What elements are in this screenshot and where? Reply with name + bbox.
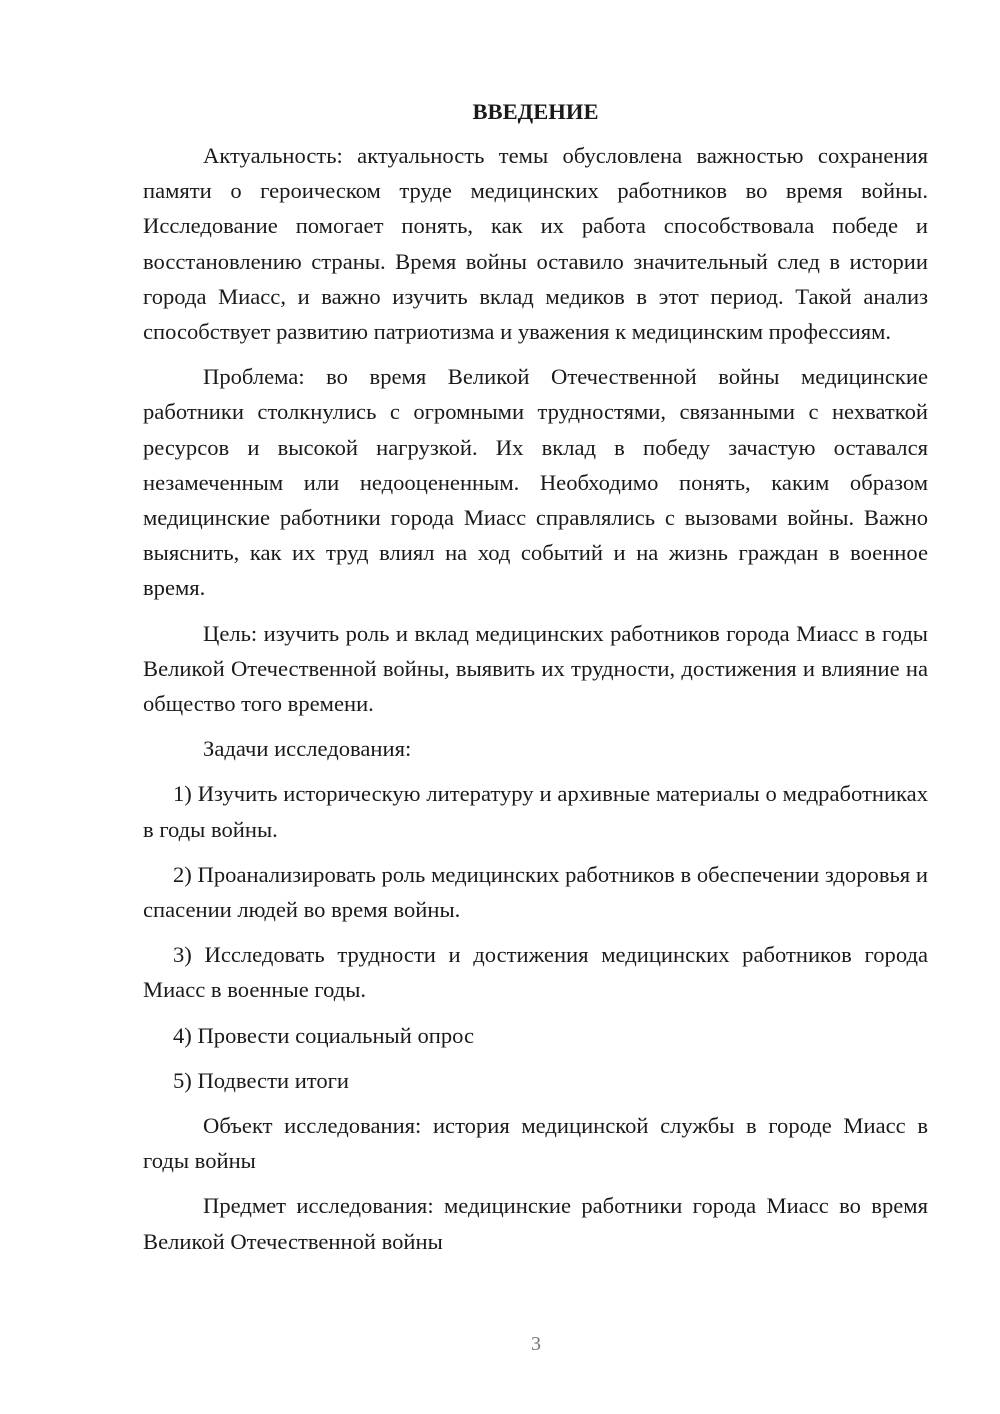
task-item-3: 3) Исследовать трудности и достижения медицинских работников города Миасс в военные годы.	[143, 942, 928, 1003]
section-title: ВВЕДЕНИЕ	[472, 99, 599, 124]
relevance-paragraph: Актуальность: актуальность темы обусловлена важностью сохранения памяти о героическом труде медицинских работников во время войны. Исследование помогает понять, как их работа способствовала победе и восстановлению страны. Время войны оставило значительный след в истории города Миасс, и важно изучить вклад медиков в этот период. Такой анализ способствует развитию патриотизма и уважения к медицинским профессиям.	[143, 143, 928, 345]
research-object-paragraph: Объект исследования: история медицинской службы в городе Миасс в годы войны	[143, 1113, 928, 1174]
task-item-1: 1) Изучить историческую литературу и архивные материалы о медработниках в годы войны.	[143, 781, 928, 842]
goal-paragraph: Цель: изучить роль и вклад медицинских работников города Миасс в годы Великой Отечественной войны, выявить их трудности, достижения и влияние на общество того времени.	[143, 620, 928, 717]
research-subject-paragraph: Предмет исследования: медицинские работники города Миасс во время Великой Отечественной войны	[143, 1193, 928, 1254]
page-body	[143, 95, 928, 1269]
page-number: 3	[531, 1333, 541, 1355]
task-item-5: 5) Подвести итоги	[173, 1067, 350, 1093]
task-item-4: 4) Провести социальный опрос	[173, 1022, 475, 1048]
tasks-heading: Задачи исследования:	[203, 736, 412, 762]
task-item-2: 2) Проанализировать роль медицинских работников в обеспечении здоровья и спасении людей во время войны.	[143, 861, 928, 923]
problem-paragraph: Проблема: во время Великой Отечественной войны медицинские работники столкнулись с огромными трудностями, связанными с нехваткой ресурсов и высокой нагрузкой. Их вклад в победу зачастую оставался незамеченным или недооцененным. Необходимо понять, каким образом медицинские работники города Миасс справлялись с вызовами войны. Важно выяснить, как их труд влиял на ход событий и на жизнь граждан в военное время.	[143, 364, 928, 601]
